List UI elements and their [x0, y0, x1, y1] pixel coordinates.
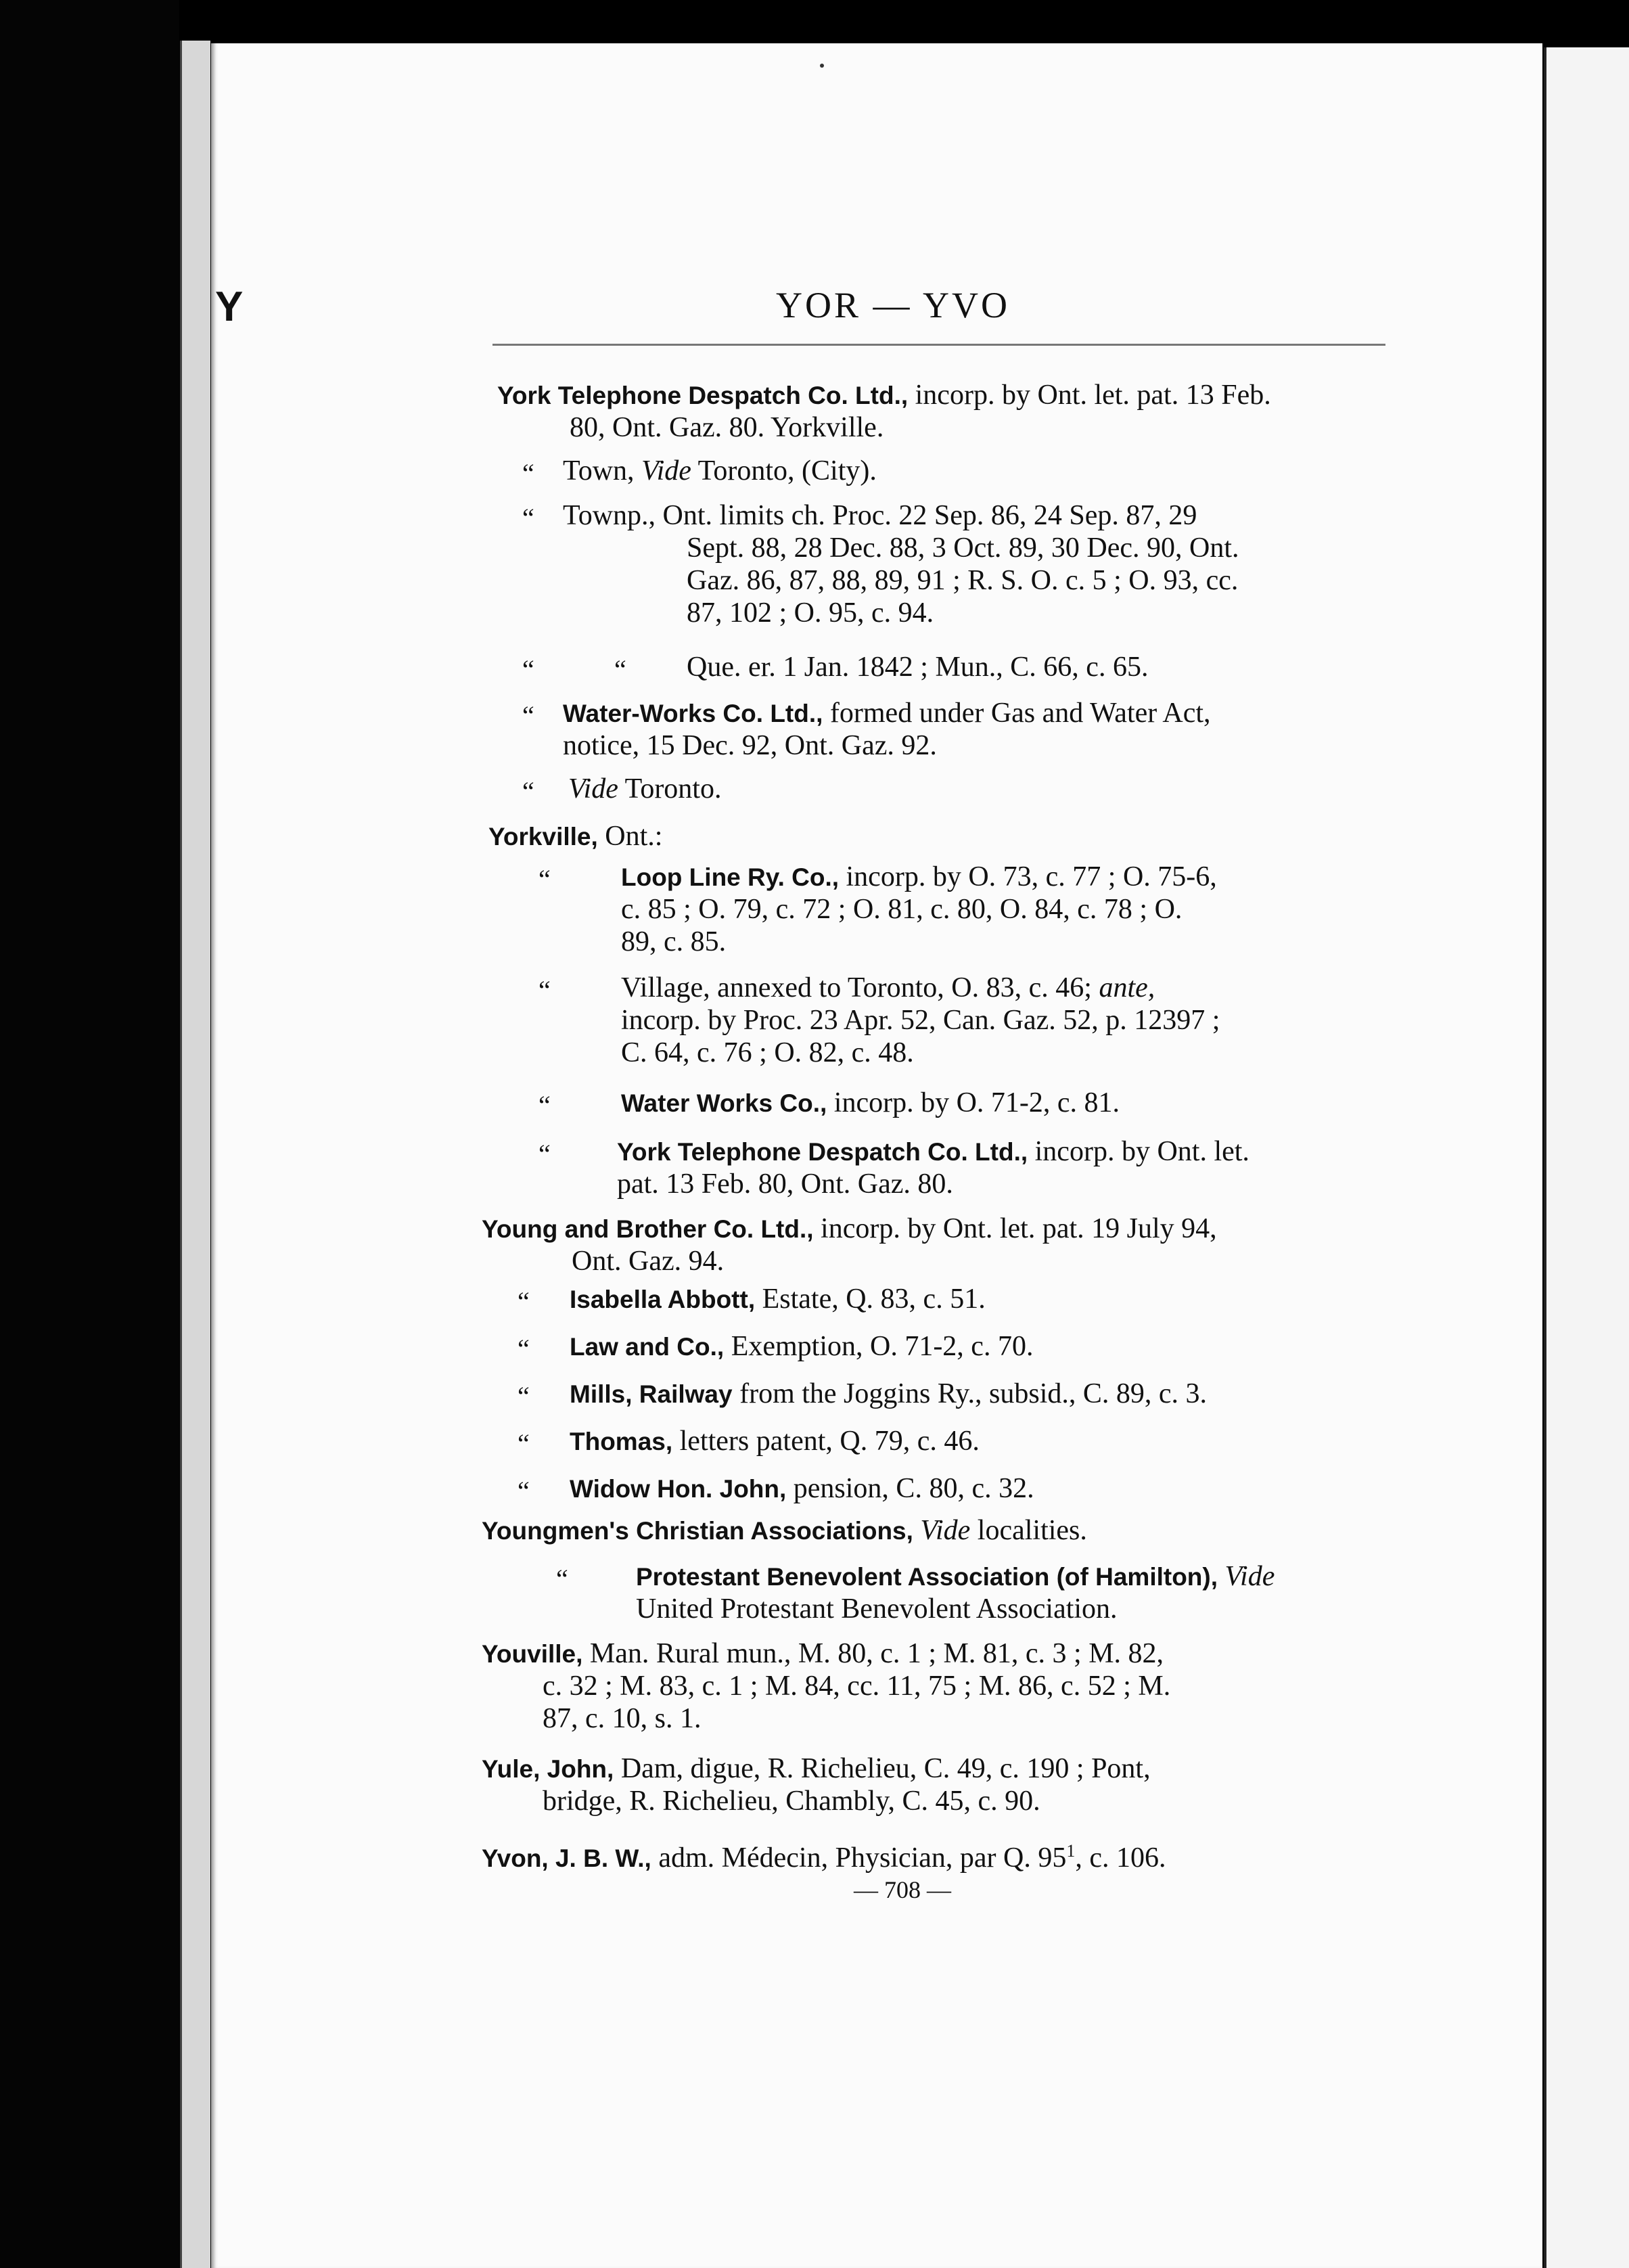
- ditto-mark: “: [556, 1564, 568, 1594]
- entry-line: 87, c. 10, s. 1.: [543, 1703, 702, 1734]
- entry-line: 87, 102 ; O. 95, c. 94.: [687, 597, 934, 629]
- entry-line: Que. er. 1 Jan. 1842 ; Mun., C. 66, c. 65.: [687, 652, 1149, 683]
- ditto-mark: “: [538, 1090, 551, 1120]
- entry-line: c. 85 ; O. 79, c. 72 ; O. 81, c. 80, O. 84, c. 78 ; O.: [621, 894, 1183, 925]
- ditto-mark: “: [518, 1381, 530, 1411]
- ditto-mark: “: [522, 776, 534, 807]
- book-spine: [180, 41, 210, 2268]
- entry-line: Yule, John, Dam, digue, R. Richelieu, C. 49, c. 190 ; Pont,: [482, 1753, 1151, 1784]
- entry-line: bridge, R. Richelieu, Chambly, C. 45, c. 90.: [543, 1786, 1040, 1817]
- entry-line: Town, Vide Toronto, (City).: [563, 455, 877, 486]
- ditto-mark: “: [518, 1286, 530, 1317]
- entry-line: 89, c. 85.: [621, 926, 727, 957]
- entry-line: Water Works Co., incorp. by O. 71-2, c. 81.: [621, 1087, 1120, 1118]
- entry-line: Townp., Ont. limits ch. Proc. 22 Sep. 86, 24 Sep. 87, 29: [563, 500, 1197, 531]
- entry-line: Gaz. 86, 87, 88, 89, 91 ; R. S. O. c. 5 ; O. 93, cc.: [687, 565, 1239, 596]
- entry-line: Yvon, J. B. W., adm. Médecin, Physician, par Q. $95^1$, c. 106.: [482, 1841, 1166, 1874]
- entry-line: Loop Line Ry. Co., incorp. by O. 73, c. 77 ; O. 75-6,: [621, 861, 1217, 892]
- ditto-mark: “: [522, 458, 534, 489]
- ditto-mark: “: [518, 1476, 530, 1506]
- ditto-mark: “: [522, 654, 534, 685]
- entry-line: United Protestant Benevolent Association.: [636, 1593, 1118, 1625]
- scan-left-edge: [0, 0, 179, 2268]
- ditto-mark: “: [522, 503, 534, 533]
- entry-line: York Telephone Despatch Co. Ltd., incorp. by Ont. let.: [617, 1136, 1249, 1167]
- entry-line: Vide Toronto.: [568, 773, 722, 804]
- facing-page-edge: [1544, 47, 1629, 2268]
- ditto-mark: “: [518, 1334, 530, 1364]
- entry-line: York Telephone Despatch Co. Ltd., incorp. by Ont. let. pat. 13 Feb.: [497, 380, 1271, 411]
- ditto-mark: “: [538, 1139, 551, 1169]
- entry-line: C. 64, c. 76 ; O. 82, c. 48.: [621, 1037, 914, 1068]
- entry-line: incorp. by Proc. 23 Apr. 52, Can. Gaz. 52, p. 12397 ;: [621, 1005, 1220, 1036]
- entry-line: Youngmen's Christian Associations, Vide localities.: [482, 1515, 1087, 1546]
- entry-line: Village, annexed to Toronto, O. 83, c. 46; ante,: [621, 972, 1155, 1003]
- ink-dot: [820, 64, 824, 68]
- ditto-mark: “: [614, 654, 626, 685]
- entry-line: Isabella Abbott, Estate, Q. 83, c. 51.: [570, 1284, 986, 1315]
- entry-line: Mills, Railway from the Joggins Ry., subsid., C. 89, c. 3.: [570, 1378, 1208, 1409]
- entry-line: pat. 13 Feb. 80, Ont. Gaz. 80.: [617, 1169, 953, 1200]
- entry-line: Widow Hon. John, pension, C. 80, c. 32.: [570, 1473, 1034, 1504]
- entry-line: Youville, Man. Rural mun., M. 80, c. 1 ; M. 81, c. 3 ; M. 82,: [482, 1638, 1164, 1669]
- entry-line: Law and Co., Exemption, O. 71-2, c. 70.: [570, 1331, 1034, 1362]
- entry-line: Yorkville, Ont.:: [488, 821, 663, 852]
- entry-line: Protestant Benevolent Association (of Hamilton), Vide: [636, 1561, 1275, 1592]
- ditto-mark: “: [538, 864, 551, 894]
- ditto-mark: “: [538, 975, 551, 1005]
- ditto-mark: “: [522, 700, 534, 731]
- entry-line: Sept. 88, 28 Dec. 88, 3 Oct. 89, 30 Dec. 90, Ont.: [687, 532, 1239, 564]
- page-number: — 708 —: [854, 1876, 951, 1903]
- entry-line: 80, Ont. Gaz. 80. Yorkville.: [570, 412, 884, 443]
- entry-line: notice, 15 Dec. 92, Ont. Gaz. 92.: [563, 730, 937, 761]
- section-letter: Y: [215, 284, 244, 330]
- entry-line: Thomas, letters patent, Q. 79, c. 46.: [570, 1426, 980, 1457]
- entry-line: Young and Brother Co. Ltd., incorp. by Ont. let. pat. 19 July 94,: [482, 1213, 1217, 1244]
- ditto-mark: “: [518, 1428, 530, 1459]
- entry-line: Water-Works Co. Ltd., formed under Gas and Water Act,: [563, 698, 1211, 729]
- entry-line: Ont. Gaz. 94.: [572, 1246, 725, 1277]
- entry-line: c. 32 ; M. 83, c. 1 ; M. 84, cc. 11, 75 ; M. 86, c. 52 ; M.: [543, 1671, 1171, 1702]
- header-rule: [492, 344, 1385, 346]
- page-title: YOR — YVO: [776, 285, 1010, 325]
